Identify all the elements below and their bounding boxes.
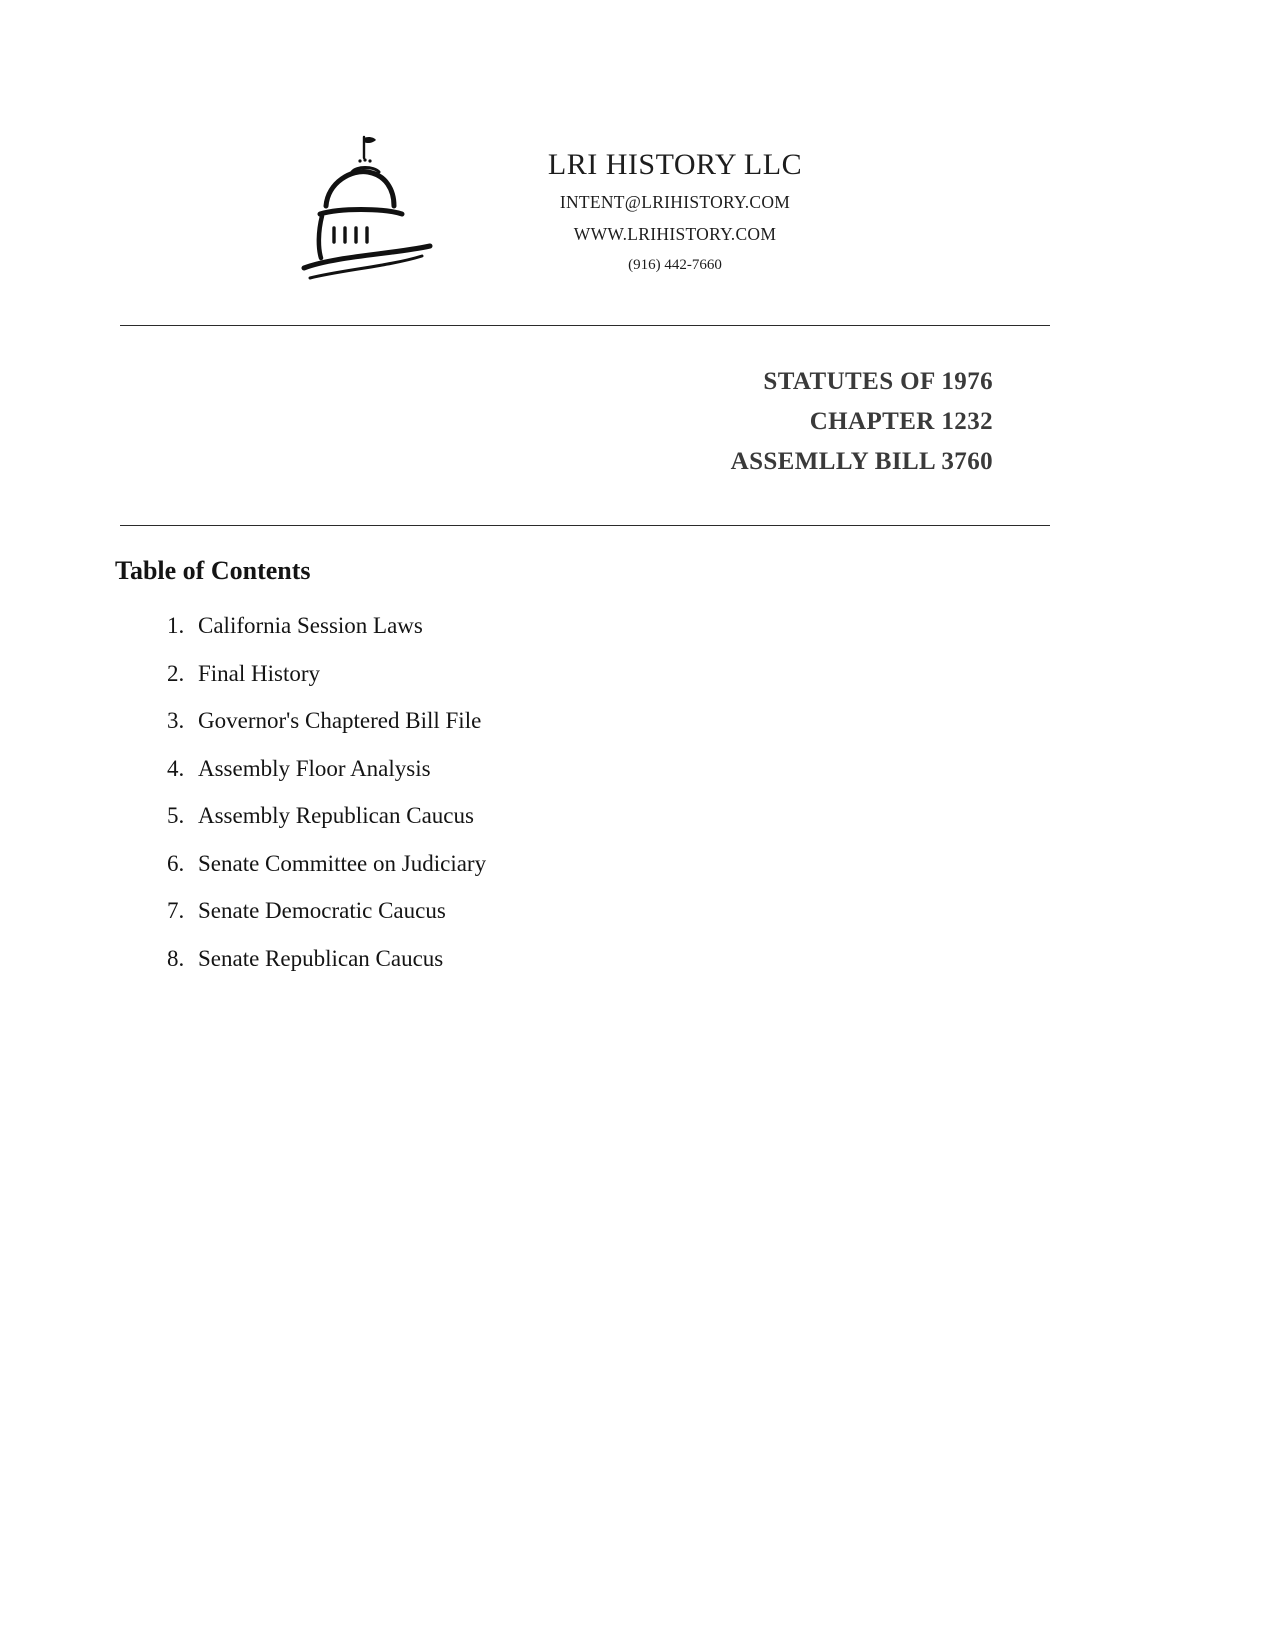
list-item[interactable]: [190, 709, 950, 732]
org-website[interactable]: WWW.LRIHISTORY.COM: [573, 224, 777, 244]
org-name: LRI HISTORY LLC: [547, 148, 803, 181]
toc-item-label: Senate Republican Caucus: [198, 945, 444, 971]
toc-item-label: Governor's Chaptered Bill File: [198, 708, 482, 733]
list-item[interactable]: [190, 852, 950, 875]
chapter-number: CHAPTER 1232: [809, 408, 993, 435]
org-contact-block: [455, 148, 895, 274]
divider-bottom: [120, 525, 1050, 526]
divider-top: [120, 325, 1050, 326]
statutes-year: STATUTES OF 1976: [763, 368, 993, 395]
capitol-dome-logo-icon: [290, 128, 440, 293]
toc-item-label: California Session Laws: [198, 613, 423, 638]
list-item[interactable]: [190, 899, 950, 922]
table-of-contents-heading: Table of Contents: [115, 556, 311, 585]
list-item[interactable]: [190, 804, 950, 827]
toc-item-label: Assembly Republican Caucus: [198, 803, 474, 828]
list-item[interactable]: [190, 947, 950, 970]
toc-item-label: Assembly Floor Analysis: [198, 755, 431, 781]
toc-item-label: Final History: [198, 660, 321, 686]
list-item[interactable]: [190, 757, 950, 780]
table-of-contents-list: [140, 614, 950, 994]
bill-number: ASSEMLLY BILL 3760: [730, 448, 993, 475]
list-item[interactable]: [190, 662, 950, 685]
document-title-block: [120, 362, 993, 482]
org-phone: (916) 442-7660: [628, 257, 722, 273]
letterhead: [0, 118, 1276, 298]
toc-item-label: Senate Democratic Caucus: [198, 898, 446, 923]
org-email[interactable]: INTENT@LRIHISTORY.COM: [559, 192, 791, 212]
list-item[interactable]: [190, 614, 950, 637]
toc-item-label: Senate Committee on Judiciary: [198, 850, 487, 876]
